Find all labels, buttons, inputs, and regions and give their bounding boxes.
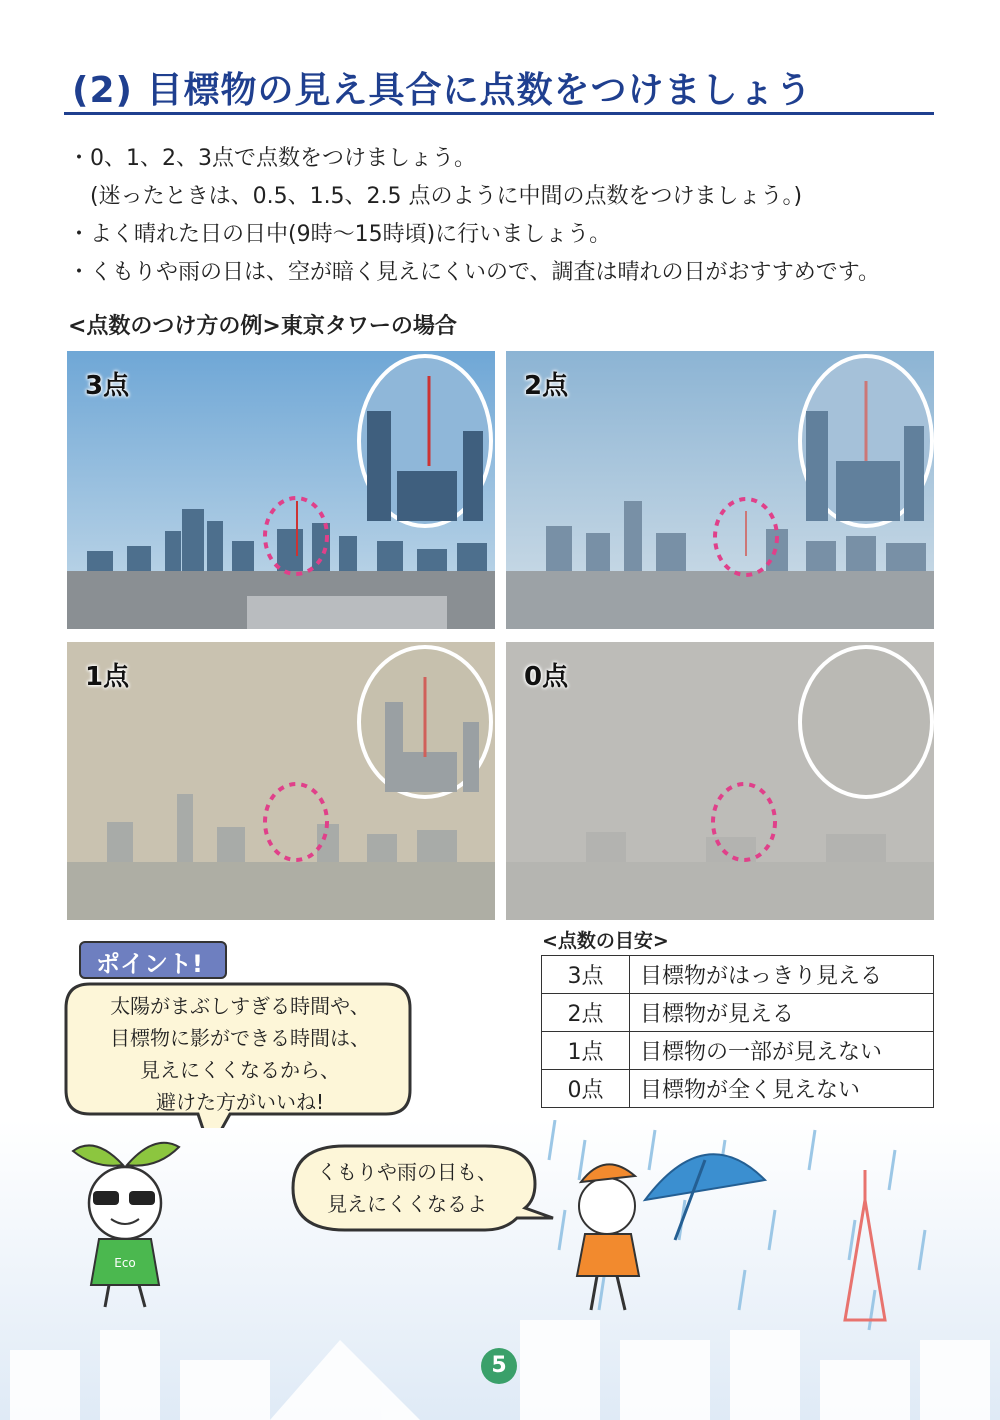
description-cell: 目標物が全く見えない: [630, 1070, 934, 1108]
table-row: [542, 1070, 934, 1108]
points-cell: 0点: [542, 1070, 630, 1108]
skyline-photo-slight-haze: [506, 351, 934, 629]
photo-score-label: 1点: [85, 662, 130, 692]
photo-score-label: 2点: [524, 371, 569, 401]
photo-score-0: [506, 642, 934, 920]
photo-score-2: [506, 351, 934, 629]
scale-title: <点数の目安>: [542, 930, 669, 952]
description-cell: 目標物の一部が見えない: [630, 1032, 934, 1070]
table-row: [542, 994, 934, 1032]
point-line: 目標物に影ができる時間は、: [110, 1026, 370, 1050]
title-underline: [64, 112, 934, 115]
points-cell: 3点: [542, 956, 630, 994]
weather-line: くもりや雨の日も、: [317, 1160, 497, 1184]
point-line: 太陽がまぶしすぎる時間や、: [110, 994, 370, 1018]
point-line: 避けた方がいいね!: [155, 1090, 325, 1114]
skyline-photo-obscured: [506, 642, 934, 920]
mascot-sunglasses-icon: [65, 1125, 185, 1315]
instruction-item: (迷ったときは、0.5、1.5、2.5 点のように中間の点数をつけましょう。): [68, 184, 803, 209]
description-cell: 目標物がはっきり見える: [630, 956, 934, 994]
instruction-item: ・くもりや雨の日は、空が暗く見えにくいので、調査は晴れの日がおすすめです。: [68, 260, 881, 285]
skyline-photo-clear: [67, 351, 495, 629]
score-scale-table: [541, 955, 934, 1108]
point-line: 見えにくくなるから、: [140, 1058, 340, 1082]
photo-score-3: [67, 351, 495, 629]
table-row: [542, 1032, 934, 1070]
point-message: [70, 990, 410, 1118]
weather-message: [292, 1156, 522, 1220]
example-heading: <点数のつけ方の例>東京タワーの場合: [68, 314, 457, 339]
photo-score-label: 0点: [524, 662, 569, 692]
instruction-item: ・0、1、2、3点で点数をつけましょう。: [68, 146, 476, 171]
page-title: (2) 目標物の見え具合に点数をつけましょう: [72, 70, 813, 111]
points-cell: 1点: [542, 1032, 630, 1070]
weather-line: 見えにくくなるよ: [327, 1192, 487, 1216]
mascot-shirt-text: Eco: [114, 1256, 136, 1270]
instruction-item: ・よく晴れた日の日中(9時〜15時頃)に行いましょう。: [68, 222, 612, 247]
page-number: 5: [481, 1348, 517, 1384]
skyline-photo-haze: [67, 642, 495, 920]
photo-score-1: [67, 642, 495, 920]
point-badge-label: ポイント!: [96, 950, 203, 978]
photo-score-label: 3点: [85, 371, 130, 401]
instruction-list: [68, 140, 948, 292]
points-cell: 2点: [542, 994, 630, 1032]
table-row: [542, 956, 934, 994]
description-cell: 目標物が見える: [630, 994, 934, 1032]
